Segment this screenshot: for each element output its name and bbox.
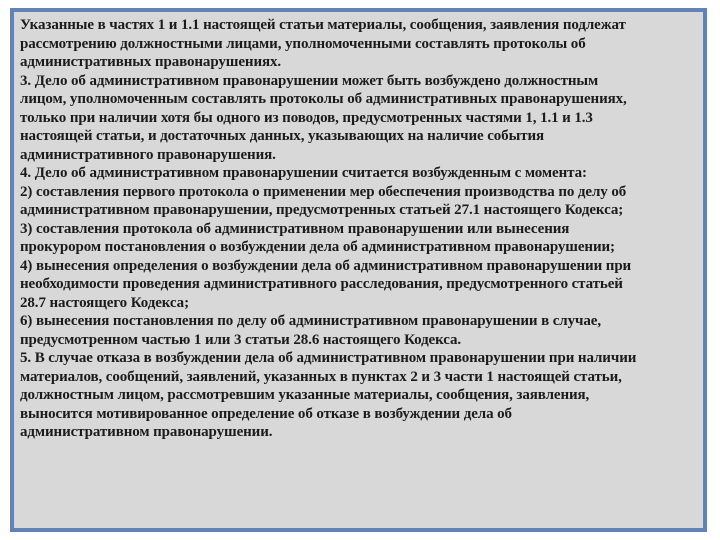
text-line: административном правонарушении.: [20, 424, 273, 440]
text-line: рассмотрению должностными лицами, уполномоченными составлять протоколы об: [20, 35, 586, 52]
text-line: необходимости проведения административного расследования, предусмотренного статьей: [20, 276, 623, 292]
text-line: лицом, уполномоченным составлять протоколы об административных правонарушениях,: [20, 91, 627, 107]
text-line: материалов, сообщений, заявлений, указанных в пунктах 2 и 3 части 1 настоящей статьи,: [20, 368, 622, 385]
text-line: 4) вынесения определения о возбуждении дела об административном правонарушении при: [20, 257, 632, 274]
text-line: 3) составления протокола об административном правонарушении или вынесения: [20, 220, 570, 237]
text-line: 4. Дело об административном правонарушении считается возбужденным с момента:: [20, 165, 587, 181]
text-line: должностным лицом, рассмотревшим указанные материалы, сообщения, заявления,: [20, 387, 590, 403]
text-line: 5. В случае отказа в возбуждении дела об административном правонарушении при наличии: [20, 350, 637, 366]
text-line: выносится мотивированное определение об отказе в возбуждении дела об: [20, 405, 512, 422]
text-line: 28.7 настоящего Кодекса;: [20, 294, 189, 311]
text-line: предусмотренном частью 1 или 3 статьи 28.6 настоящего Кодекса.: [20, 331, 462, 348]
text-line: только при наличии хотя бы одного из поводов, предусмотренных частями 1, 1.1 и 1.3: [20, 109, 593, 126]
text-line: Указанные в частях 1 и 1.1 настоящей статьи материалы, сообщения, заявления подлежат: [20, 17, 626, 33]
text-line: административных правонарушениях.: [20, 54, 282, 70]
text-line: настоящей статьи, и достаточных данных, указывающих на наличие события: [20, 128, 545, 144]
document-body: [20, 16, 702, 442]
text-line: прокурором постановления о возбуждении дела об административном правонарушении;: [20, 239, 615, 255]
text-line: административного правонарушения.: [20, 146, 276, 163]
text-line: 2) составления первого протокола о применении мер обеспечения производства по делу об: [20, 183, 627, 200]
text-line: 6) вынесения постановления по делу об административном правонарушении в случае,: [20, 313, 601, 329]
text-line: административном правонарушении, предусмотренных статьей 27.1 настоящего Кодекса;: [20, 202, 624, 218]
text-line: 3. Дело об административном правонарушении может быть возбуждено должностным: [20, 72, 599, 89]
slide-frame: [10, 8, 707, 532]
